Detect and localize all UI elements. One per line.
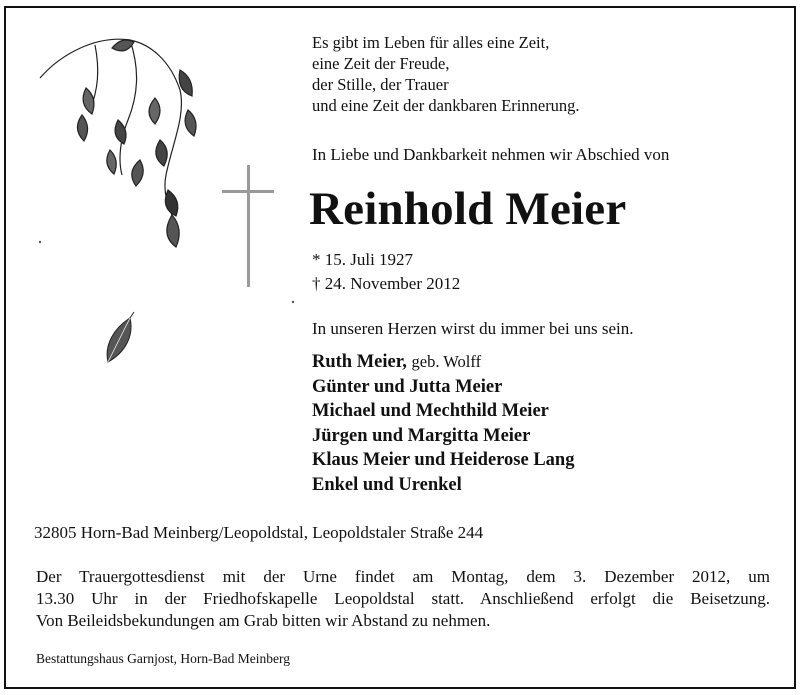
life-dates bbox=[312, 248, 460, 296]
birth-date: * 15. Juli 1927 bbox=[312, 250, 414, 269]
mourner: Günter und Jutta Meier bbox=[312, 376, 503, 397]
mourners-list bbox=[312, 350, 574, 497]
service-line: Von Beileidsbekundungen am Grab bitten wir Abstand zu nehmen. bbox=[36, 611, 491, 630]
poem-line: der Stille, der Trauer bbox=[312, 75, 449, 94]
poem bbox=[312, 32, 580, 116]
poem-line: Es gibt im Leben für alles eine Zeit, bbox=[312, 33, 550, 52]
falling-leaf-illustration bbox=[107, 312, 134, 362]
death-date: † 24. November 2012 bbox=[312, 274, 461, 293]
funeral-home: Bestattungshaus Garnjost, Horn-Bad Meinberg bbox=[36, 651, 290, 666]
birch-branch-illustration bbox=[40, 39, 196, 247]
farewell-intro: In Liebe und Dankbarkeit nehmen wir Abschied von bbox=[312, 145, 670, 164]
mourner: Enkel und Urenkel bbox=[312, 474, 462, 495]
maiden-name: geb. Wolff bbox=[411, 352, 482, 371]
mourner bbox=[312, 350, 574, 375]
service-line: Der Trauergottesdienst mit der Urne findet am Montag, dem 3. Dezember 2012, um bbox=[36, 567, 770, 586]
service-details bbox=[36, 566, 770, 632]
poem-line: eine Zeit der Freude, bbox=[312, 54, 450, 73]
mourner: Michael und Mechthild Meier bbox=[312, 401, 549, 421]
mourner: Klaus Meier und Heiderose Lang bbox=[312, 450, 575, 470]
family-address: 32805 Horn-Bad Meinberg/Leopoldstal, Leopoldstaler Straße 244 bbox=[34, 523, 484, 542]
poem-line: und eine Zeit der dankbaren Erinnerung. bbox=[312, 96, 580, 115]
memorial-line: In unseren Herzen wirst du immer bei uns sein. bbox=[312, 319, 634, 338]
mourner-name: Ruth Meier, bbox=[312, 352, 407, 372]
deceased-name: Reinhold Meier bbox=[309, 183, 627, 235]
cross-icon bbox=[222, 165, 274, 287]
service-line: 13.30 Uhr in der Friedhofskapelle Leopoldstal statt. Anschließend erfolgt die Beisetzung. bbox=[36, 589, 770, 608]
mourner: Jürgen und Margitta Meier bbox=[312, 425, 531, 446]
